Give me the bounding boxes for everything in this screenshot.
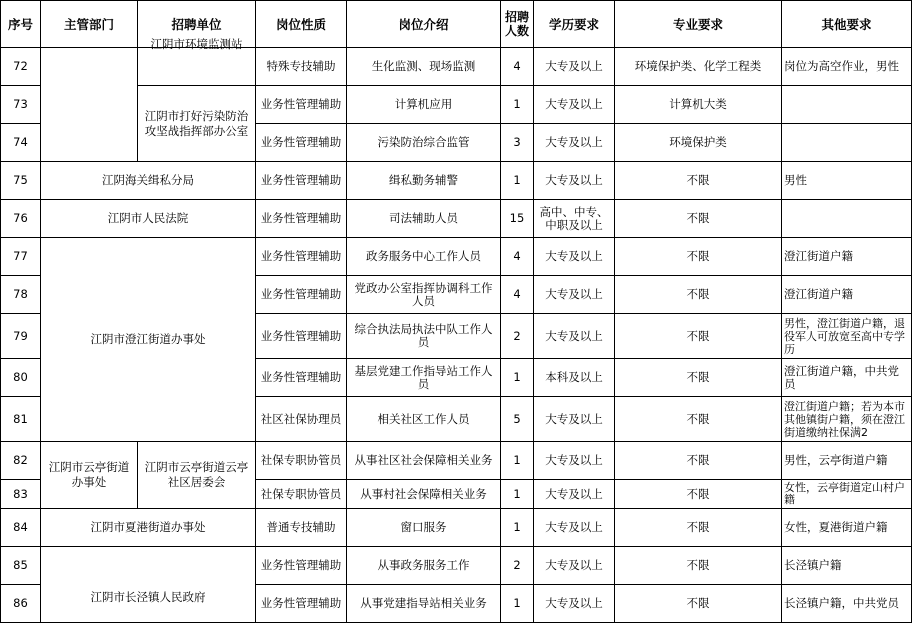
cell-dept-unit: 江阴市长泾镇人民政府 xyxy=(41,547,256,623)
cell-count: 1 xyxy=(501,162,534,200)
cell-count: 3 xyxy=(501,124,534,162)
table-row xyxy=(1,200,912,238)
header-dept: 主管部门 xyxy=(41,1,138,48)
table-row xyxy=(1,238,912,276)
cell-count: 2 xyxy=(501,547,534,585)
table-row xyxy=(1,162,912,200)
cell-other: 女性，夏港街道户籍 xyxy=(782,509,912,547)
cell-edu: 大专及以上 xyxy=(534,124,615,162)
cell-edu: 高中、中专、中职及以上 xyxy=(534,200,615,238)
cell-seq: 81 xyxy=(1,397,41,442)
cell-seq: 85 xyxy=(1,547,41,585)
cell-intro: 党政办公室指挥协调科工作人员 xyxy=(347,276,501,314)
cell-count: 4 xyxy=(501,276,534,314)
cell-nature: 业务性管理辅助 xyxy=(256,359,347,397)
cell-intro: 基层党建工作指导站工作人员 xyxy=(347,359,501,397)
cell-major: 环境保护类、化学工程类 xyxy=(615,48,782,86)
cell-other: 长泾镇户籍 xyxy=(782,547,912,585)
header-count: 招聘人数 xyxy=(501,1,534,48)
cell-other: 澄江街道户籍 xyxy=(782,276,912,314)
cell-other: 澄江街道户籍，中共党员 xyxy=(782,359,912,397)
cell-seq: 78 xyxy=(1,276,41,314)
cell-count: 1 xyxy=(501,480,534,509)
cell-nature: 业务性管理辅助 xyxy=(256,276,347,314)
cell-seq: 72 xyxy=(1,48,41,86)
cell-edu: 大专及以上 xyxy=(534,585,615,623)
cell-other: 长泾镇户籍，中共党员 xyxy=(782,585,912,623)
cell-edu: 大专及以上 xyxy=(534,48,615,86)
cell-intro: 生化监测、现场监测 xyxy=(347,48,501,86)
cell-major: 不限 xyxy=(615,547,782,585)
cell-unit-merged: 江阴市打好污染防治攻坚战指挥部办公室 xyxy=(138,86,256,162)
cell-dept-unit: 江阴海关缉私分局 xyxy=(41,162,256,200)
cell-count: 15 xyxy=(501,200,534,238)
cell-other xyxy=(782,86,912,124)
cell-count: 2 xyxy=(501,314,534,359)
cell-unit xyxy=(138,37,256,86)
cell-seq: 84 xyxy=(1,509,41,547)
cell-major: 计算机大类 xyxy=(615,86,782,124)
cell-intro: 相关社区工作人员 xyxy=(347,397,501,442)
cell-nature: 业务性管理辅助 xyxy=(256,314,347,359)
header-other: 其他要求 xyxy=(782,1,912,48)
cell-nature: 业务性管理辅助 xyxy=(256,124,347,162)
cell-other: 澄江街道户籍 xyxy=(782,238,912,276)
cell-intro: 从事党建指导站相关业务 xyxy=(347,585,501,623)
table-row xyxy=(1,547,912,585)
cell-intro: 司法辅助人员 xyxy=(347,200,501,238)
cell-intro: 综合执法局执法中队工作人员 xyxy=(347,314,501,359)
cell-intro: 污染防治综合监管 xyxy=(347,124,501,162)
cell-nature: 社保专职协管员 xyxy=(256,442,347,480)
cell-edu: 大专及以上 xyxy=(534,162,615,200)
cell-major: 不限 xyxy=(615,200,782,238)
cell-edu: 大专及以上 xyxy=(534,314,615,359)
cell-edu: 大专及以上 xyxy=(534,86,615,124)
cell-intro: 窗口服务 xyxy=(347,509,501,547)
cell-edu: 大专及以上 xyxy=(534,509,615,547)
header-seq: 序号 xyxy=(1,1,41,48)
cell-intro: 缉私勤务辅警 xyxy=(347,162,501,200)
cell-nature: 特殊专技辅助 xyxy=(256,48,347,86)
cell-edu: 本科及以上 xyxy=(534,359,615,397)
cell-major: 不限 xyxy=(615,509,782,547)
cell-major: 不限 xyxy=(615,162,782,200)
cell-intro: 政务服务中心工作人员 xyxy=(347,238,501,276)
cell-other: 岗位为高空作业，男性 xyxy=(782,48,912,86)
cell-seq: 86 xyxy=(1,585,41,623)
cell-edu: 大专及以上 xyxy=(534,547,615,585)
cell-major: 不限 xyxy=(615,238,782,276)
header-edu: 学历要求 xyxy=(534,1,615,48)
cell-intro: 从事政务服务工作 xyxy=(347,547,501,585)
cell-count: 4 xyxy=(501,48,534,86)
cell-nature: 业务性管理辅助 xyxy=(256,547,347,585)
table-row xyxy=(1,86,912,124)
cell-major: 不限 xyxy=(615,480,782,509)
cell-dept-blank xyxy=(41,48,138,162)
cell-dept-unit: 江阴市夏港街道办事处 xyxy=(41,509,256,547)
cell-nature: 普通专技辅助 xyxy=(256,509,347,547)
cell-edu: 大专及以上 xyxy=(534,397,615,442)
cell-nature: 业务性管理辅助 xyxy=(256,200,347,238)
cell-edu: 大专及以上 xyxy=(534,276,615,314)
cell-other: 女性，云亭街道定山村户籍 xyxy=(782,480,912,509)
cell-seq: 79 xyxy=(1,314,41,359)
cell-dept-unit: 江阴市澄江街道办事处 xyxy=(41,238,256,442)
cell-other: 男性，云亭街道户籍 xyxy=(782,442,912,480)
cell-unit-text: 江阴市环境监测站 xyxy=(150,37,243,51)
cell-count: 5 xyxy=(501,397,534,442)
cell-nature: 业务性管理辅助 xyxy=(256,162,347,200)
cell-other: 澄江街道户籍；若为本市其他镇街户籍，须在澄江街道缴纳社保满2 xyxy=(782,397,912,442)
header-intro: 岗位介绍 xyxy=(347,1,501,48)
cell-seq: 75 xyxy=(1,162,41,200)
cell-major: 不限 xyxy=(615,359,782,397)
cell-nature: 业务性管理辅助 xyxy=(256,86,347,124)
cell-count: 1 xyxy=(501,442,534,480)
cell-other: 男性，澄江街道户籍，退役军人可放宽至高中专学历 xyxy=(782,314,912,359)
cell-seq: 83 xyxy=(1,480,41,509)
cell-other xyxy=(782,200,912,238)
cell-seq: 80 xyxy=(1,359,41,397)
header-nature: 岗位性质 xyxy=(256,1,347,48)
cell-major: 不限 xyxy=(615,276,782,314)
cell-nature: 社保专职协管员 xyxy=(256,480,347,509)
cell-count: 1 xyxy=(501,585,534,623)
cell-seq: 74 xyxy=(1,124,41,162)
table-row xyxy=(1,442,912,480)
cell-dept-merged: 江阴市云亭街道办事处 xyxy=(41,442,138,509)
table-row xyxy=(1,48,912,86)
cell-intro: 计算机应用 xyxy=(347,86,501,124)
cell-unit-merged: 江阴市云亭街道云亭社区居委会 xyxy=(138,442,256,509)
cell-other xyxy=(782,124,912,162)
cell-count: 1 xyxy=(501,359,534,397)
cell-count: 4 xyxy=(501,238,534,276)
cell-major: 环境保护类 xyxy=(615,124,782,162)
cell-edu: 大专及以上 xyxy=(534,238,615,276)
cell-intro: 从事社区社会保障相关业务 xyxy=(347,442,501,480)
header-unit: 招聘单位 xyxy=(138,1,256,48)
cell-intro: 从事村社会保障相关业务 xyxy=(347,480,501,509)
cell-nature: 业务性管理辅助 xyxy=(256,585,347,623)
cell-major: 不限 xyxy=(615,442,782,480)
cell-count: 1 xyxy=(501,509,534,547)
cell-count: 1 xyxy=(501,86,534,124)
cell-major: 不限 xyxy=(615,585,782,623)
cell-major: 不限 xyxy=(615,397,782,442)
cell-edu: 大专及以上 xyxy=(534,480,615,509)
cell-major: 不限 xyxy=(615,314,782,359)
cell-seq: 76 xyxy=(1,200,41,238)
cell-seq: 73 xyxy=(1,86,41,124)
cell-other: 男性 xyxy=(782,162,912,200)
cell-edu: 大专及以上 xyxy=(534,442,615,480)
cell-dept-unit: 江阴市人民法院 xyxy=(41,200,256,238)
cell-seq: 77 xyxy=(1,238,41,276)
table-row xyxy=(1,509,912,547)
cell-seq: 82 xyxy=(1,442,41,480)
cell-nature: 社区社保协理员 xyxy=(256,397,347,442)
header-major: 专业要求 xyxy=(615,1,782,48)
cell-nature: 业务性管理辅助 xyxy=(256,238,347,276)
